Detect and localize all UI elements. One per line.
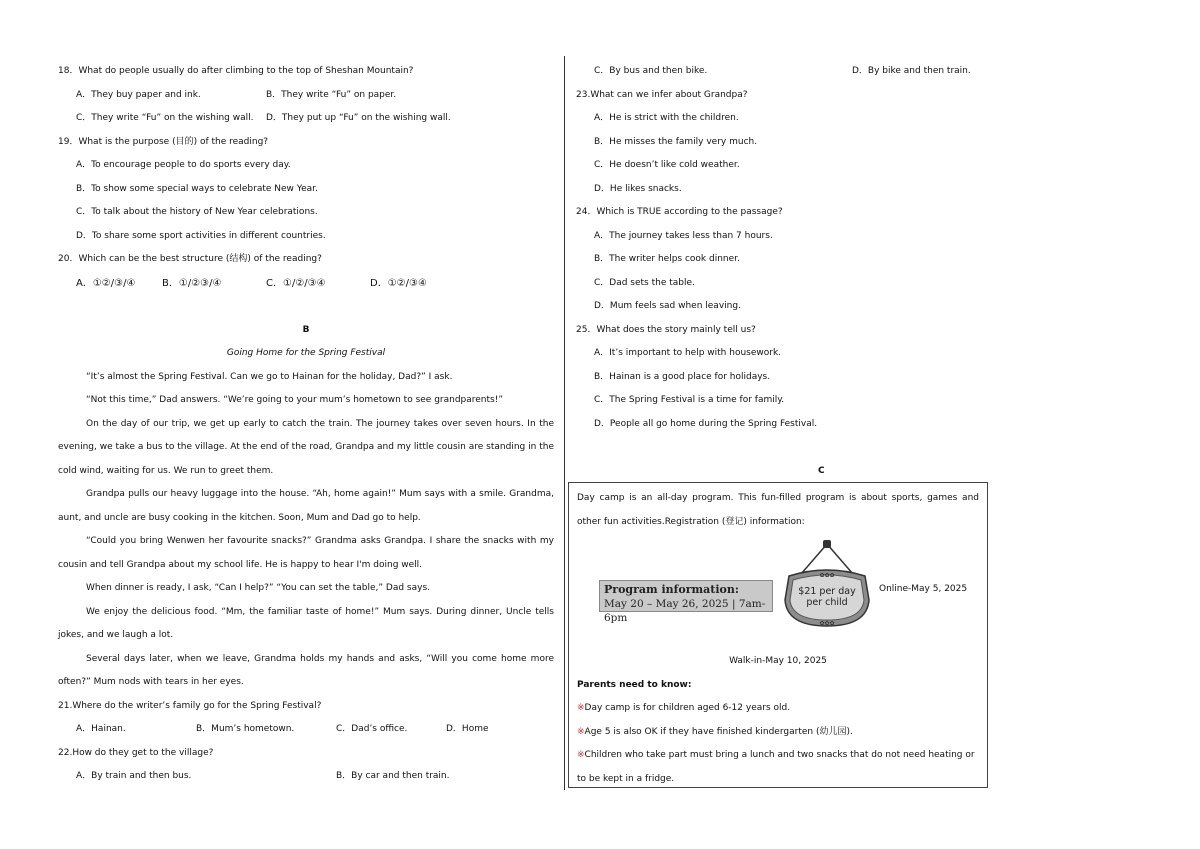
q21-option-a: A．Hainan. <box>76 724 126 735</box>
left-column <box>58 60 554 789</box>
q20-option-d: D．①②/③④ <box>370 277 427 289</box>
passage-paragraph-3: On the day of our trip, we get up early to catch the train. The journey takes over seven hours. In the evening, we take a bus to the village. At the end of the road, Grandpa and my little cousin are standing in the cold wind, waiting for us. We run to greet them. <box>58 418 554 476</box>
q24-option-b: B．The writer helps cook dinner. <box>594 254 740 265</box>
program-title: Program information: <box>604 583 739 596</box>
section-c-letter: C <box>818 465 825 476</box>
q23-option-c: C．He doesn’t like cold weather. <box>594 160 740 171</box>
parents-heading: Parents need to know: <box>577 679 692 690</box>
q23-option-b: B．He misses the family very much. <box>594 136 758 147</box>
q18-option-d: D．They put up “Fu” on the wishing wall. <box>266 113 451 124</box>
program-dates: May 20 – May 26, 2025 | 7am-6pm <box>604 598 766 624</box>
q22-option-c: C．By bus and then bike. <box>594 66 708 77</box>
price-line-2: per child <box>806 597 848 608</box>
q24-stem: 24．Which is TRUE according to the passage? <box>576 207 783 218</box>
q22-option-b: B．By car and then train. <box>336 771 450 782</box>
q22-stem: 22.How do they get to the village? <box>58 747 214 758</box>
passage-paragraph-7: We enjoy the delicious food. “Mm, the familiar taste of home!” Mum says. During dinner, Uncle tells jokes, and we laugh a lot. <box>58 606 554 640</box>
q19-option-a: A．To encourage people to do sports every day. <box>76 160 291 171</box>
bullet-2 <box>577 721 979 745</box>
q20-option-c: C．①/②/③④ <box>266 277 326 289</box>
section-b-title: Going Home for the Spring Festival <box>226 348 386 359</box>
q19-option-c: C．To talk about the history of New Year celebrations. <box>76 207 318 218</box>
svg-text:✿✿✿: ✿✿✿ <box>819 572 835 579</box>
q18-option-a: A．They buy paper and ink. <box>76 89 201 100</box>
camp-intro: Day camp is an all-day program. This fun-filled program is about sports, games and other fun activities.Registration (登记) information: <box>577 493 979 527</box>
q23-option-a: A．He is strict with the children. <box>594 113 739 124</box>
q22-option-d: D．By bike and then train. <box>852 66 971 77</box>
q19-option-b: B．To show some special ways to celebrate New Year. <box>76 183 318 194</box>
program-sign-area <box>577 534 979 650</box>
day-camp-notice <box>568 482 988 788</box>
q21-option-d: D．Home <box>446 724 489 735</box>
bullet-1-text: Day camp is for children aged 6-12 years old. <box>584 703 791 713</box>
q24-option-c: C．Dad sets the table. <box>594 277 695 288</box>
price-text <box>783 586 871 608</box>
q24-option-d: D．Mum feels sad when leaving. <box>594 301 741 312</box>
passage-paragraph-6: When dinner is ready, I ask, “Can I help?” “You can set the table,” Dad says. <box>86 583 431 594</box>
q18-option-c: C．They write “Fu” on the wishing wall. <box>76 113 254 124</box>
passage-paragraph-8: Several days later, when we leave, Grandma holds my hands and asks, “Will you come home more often?” Mum nods with tears in her eyes. <box>58 653 554 687</box>
q25-option-d: D．People all go home during the Spring Festival. <box>594 418 818 429</box>
q25-option-a: A．It’s important to help with housework. <box>594 348 782 359</box>
passage-paragraph-1: “It’s almost the Spring Festival. Can we go to Hainan for the holiday, Dad?” I ask. <box>86 371 453 382</box>
q24-option-a: A．The journey takes less than 7 hours. <box>594 230 773 241</box>
q23-option-d: D．He likes snacks. <box>594 183 682 194</box>
q18-option-b: B．They write “Fu” on paper. <box>266 89 397 100</box>
q22-options-cd <box>576 60 986 84</box>
right-column <box>576 60 986 483</box>
passage-paragraph-4: Grandpa pulls our heavy luggage into the house. “Ah, home again!” Mum says with a smile. Grandma, aunt, and uncle are busy cooking in the kitchen. Soon, Mum and Dad go to help. <box>58 489 554 523</box>
walkin-registration-date: Walk-in-May 10, 2025 <box>729 656 827 666</box>
q22-option-a: A．By train and then bus. <box>76 771 192 782</box>
bullet-marker: ※ <box>577 750 585 760</box>
q25-option-c: C．The Spring Festival is a time for family. <box>594 395 785 406</box>
q18-stem: 18．What do people usually do after climbing to the top of Sheshan Mountain? <box>58 66 414 77</box>
q25-stem: 25．What does the story mainly tell us? <box>576 324 756 335</box>
passage-paragraph-2: “Not this time,” Dad answers. “We’re going to your mum’s hometown to see grandparents!” <box>86 395 504 406</box>
column-divider <box>564 56 565 790</box>
q21-options <box>58 718 554 742</box>
q22-options-ab <box>58 765 554 789</box>
bullet-3 <box>577 744 979 791</box>
price-line-1: $21 per day <box>798 586 856 597</box>
q21-stem: 21.Where do the writer’s family go for the Spring Festival? <box>58 700 322 711</box>
bullet-marker: ※ <box>577 703 585 713</box>
q21-option-c: C．Dad’s office. <box>336 724 408 735</box>
bullet-marker: ※ <box>577 726 585 737</box>
q23-stem: 23.What can we infer about Grandpa? <box>576 89 748 100</box>
q25-option-b: B．Hainan is a good place for holidays. <box>594 371 771 382</box>
bullet-1 <box>577 697 979 721</box>
q20-options <box>58 272 554 296</box>
bullet-2-text: Age 5 is also OK if they have finished kindergarten (幼儿园). <box>584 726 853 737</box>
q18-options-cd <box>58 107 554 131</box>
passage-paragraph-5: “Could you bring Wenwen her favourite snacks?” Grandma asks Grandpa. I share the snacks with my cousin and tell Grandpa about my school life. He is happy to hear I'm doing well. <box>58 536 554 570</box>
q21-option-b: B．Mum’s hometown. <box>196 724 295 735</box>
svg-text:✿✿✿: ✿✿✿ <box>819 620 835 627</box>
hanging-price-sign-icon <box>783 538 871 630</box>
bullet-3-text: Children who take part must bring a lunch and two snacks that do not need heating or to be kept in a fridge. <box>577 750 975 784</box>
q20-option-a: A．①②/③/④ <box>76 277 136 289</box>
section-b-letter: B <box>302 324 310 335</box>
q19-option-d: D．To share some sport activities in different countries. <box>76 230 326 241</box>
online-registration-date: Online-May 5, 2025 <box>879 584 968 594</box>
q19-stem: 19．What is the purpose (目的) of the reading? <box>58 136 269 147</box>
q20-stem: 20．Which can be the best structure (结构) of the reading? <box>58 254 322 265</box>
q18-options-ab <box>58 84 554 108</box>
q20-option-b: B．①/②③/④ <box>162 277 222 289</box>
program-info-panel <box>599 580 773 624</box>
